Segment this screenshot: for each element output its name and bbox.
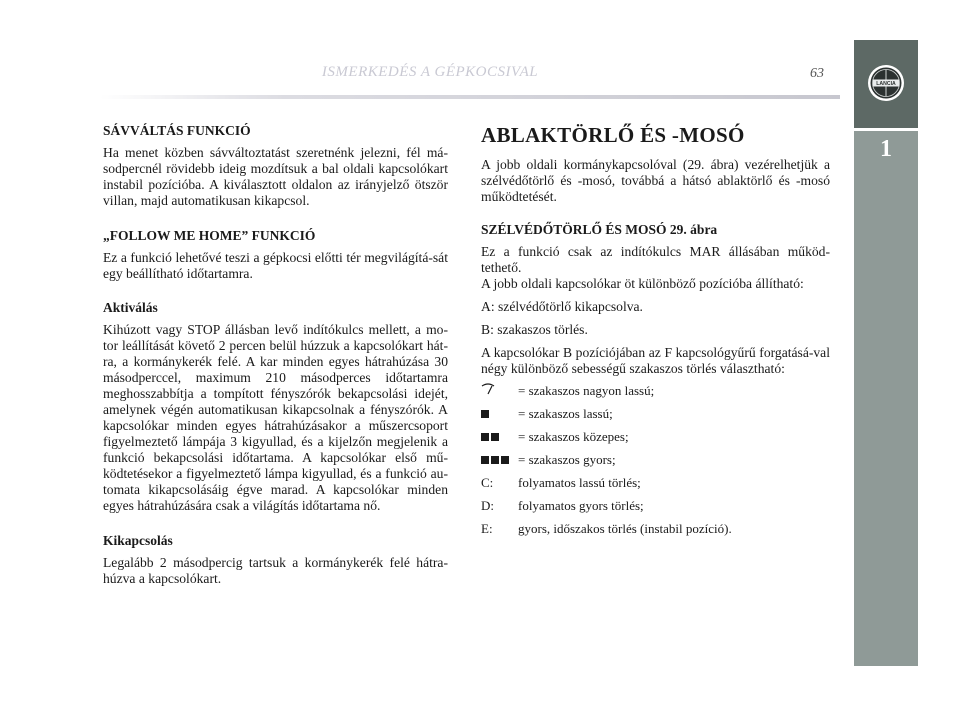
chapter-number: 1: [880, 136, 892, 162]
left-column: [103, 123, 448, 587]
position-b-text: B: szakaszos törlés.: [481, 322, 588, 337]
mar-position-text: Ez a funkció csak az indítókulcs MAR állásában működ-tethető.: [481, 244, 830, 275]
follow-me-home-text: Ez a funkció lehetővé teszi a gépkocsi előtti tér megvilágítá-sát egy beállítható időtartamra.: [103, 250, 448, 281]
header-rule: [100, 95, 840, 99]
sidebar-logo-area: [854, 40, 918, 128]
deactivation-heading: Kikapcsolás: [103, 533, 173, 548]
lancia-logo-icon: [867, 64, 905, 102]
position-c-text: folyamatos lassú törlés;: [518, 475, 641, 490]
five-positions-text: A jobb oldali kapcsolókar öt különböző pozícióba állítható:: [481, 276, 804, 291]
lane-change-heading: SÁVVÁLTÁS FUNKCIÓ: [103, 123, 251, 138]
position-row: [481, 521, 830, 537]
page-number: 63: [810, 66, 824, 81]
sidebar-divider: [854, 128, 918, 131]
speed-select-text: A kapcsolókar B pozíciójában az F kapcsológyűrű forgatásá-val négy különböző sebességű szakaszos törlés választható:: [481, 345, 830, 376]
activation-text: Kihúzott vagy STOP állásban levő indítókulcs mellett, a mo-tor leállítását követő 2 percen belül húzzuk a kapcsolókart hát-ra, a kormánykerék felé. A kar minden egyes hátrahúzása 30 másodperccel, maximum 210 másodperces időtartamra meghosszabbítja a tompított fényszórók bekapcsolási idejét, amelynek végén automatikusan kikapcsolnak a fényszórók. A kapcsolókar minden egyes hátrahúzásakor a műszercsoport figyelmeztető lámpája 3 kigyullad, és a kijelzőn megjelenik a funkció bekapcsolási időtartama. A kapcsolókar első mű-ködtetésekor a figyelmeztető lámpa kigyullad, és a funkció au-tomata kikapcsolásáig égve marad. A kapcsolókar minden egyes hátrahúzására csak a világítás időtartama nő.: [103, 322, 448, 513]
speed-very-slow-text: = szakaszos nagyon lassú;: [518, 383, 655, 398]
speed-fast-text: = szakaszos gyors;: [518, 452, 616, 467]
logo-text: LANCIA: [876, 81, 896, 87]
one-square-icon: [481, 406, 518, 422]
wiper-intro: A jobb oldali kormánykapcsolóval (29. ábra) vezérelhetjük a szélvédőtörlő és -mosó, továbbá a hátsó ablaktörlő és -mosó működtetését.: [481, 157, 830, 204]
position-label: C:: [481, 475, 494, 490]
speed-row: [481, 429, 830, 445]
activation-heading: Aktiválás: [103, 300, 158, 315]
lane-change-text: Ha menet közben sávváltoztatást szeretnénk jelezni, fél má-sodpercnél rövidebb ideig mozdítsuk a bal oldali kapcsolókart instabil pozícióba. A kiválasztott oldalon az irányjelző ötször villan, majd automatikusan kikapcsol.: [103, 145, 448, 208]
position-d-text: folyamatos gyors törlés;: [518, 498, 644, 513]
position-label: E:: [481, 521, 493, 536]
speed-row: [481, 383, 830, 399]
chapter-sidebar: [854, 40, 918, 666]
wiper-icon: [481, 383, 495, 395]
position-e-text: gyors, időszakos törlés (instabil pozíció).: [518, 521, 732, 536]
right-column: [481, 123, 830, 537]
follow-me-home-heading: „FOLLOW ME HOME” FUNKCIÓ: [103, 228, 316, 243]
speed-row: [481, 406, 830, 422]
position-label: D:: [481, 498, 494, 513]
wiper-section-title: ABLAKTÖRLŐ ÉS -MOSÓ: [481, 123, 745, 147]
deactivation-text: Legalább 2 másodpercig tartsuk a kormánykerék felé hátra-húzva a kapcsolókart.: [103, 555, 448, 586]
running-header: ISMERKEDÉS A GÉPKOCSIVAL: [321, 64, 539, 80]
windscreen-wiper-heading: SZÉLVÉDŐTÖRLŐ ÉS MOSÓ 29. ábra: [481, 222, 718, 237]
position-row: [481, 498, 830, 514]
speed-row: [481, 452, 830, 468]
two-squares-icon: [481, 429, 518, 445]
speed-slow-text: = szakaszos lassú;: [518, 406, 613, 421]
three-squares-icon: [481, 452, 518, 468]
position-row: [481, 475, 830, 491]
position-a-text: A: szélvédőtörlő kikapcsolva.: [481, 299, 643, 314]
speed-medium-text: = szakaszos közepes;: [518, 429, 629, 444]
